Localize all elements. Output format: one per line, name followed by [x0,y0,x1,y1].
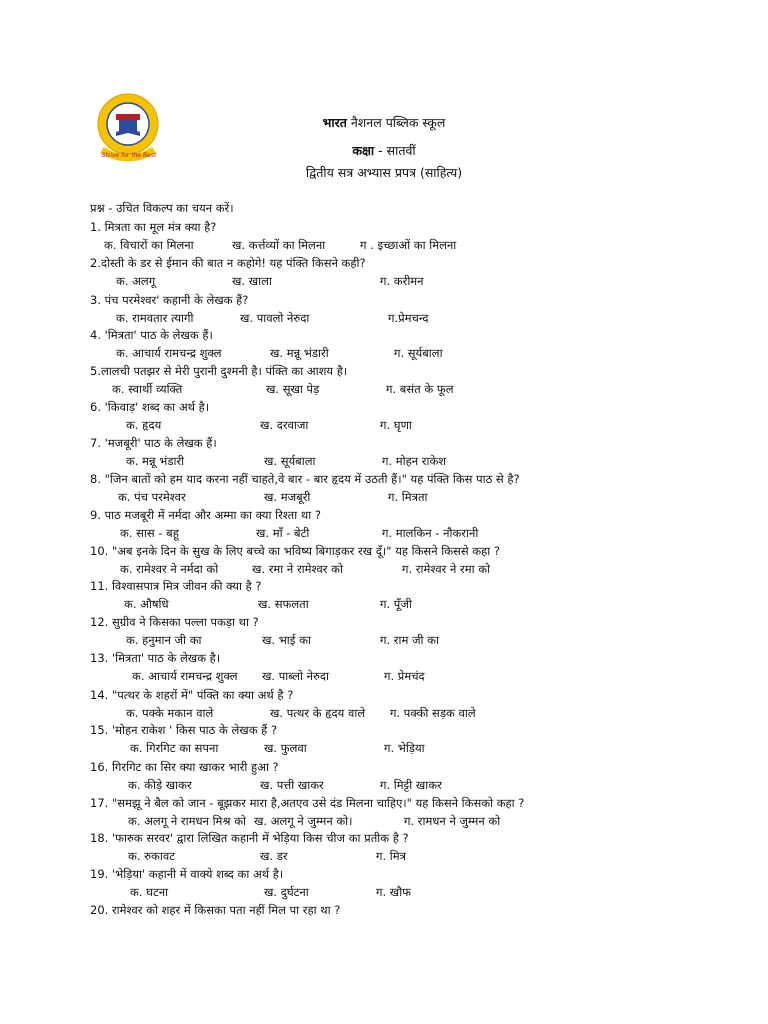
question-2: 2.दोस्ती के डर से ईमान की बात न कहोगे! यह पंक्ति किसने कही? [90,256,366,270]
question-14-option-a: क. पक्के मकान वाले [126,706,214,720]
question-17-option-b: ख. अलगू ने जुम्मन को। [254,814,353,828]
question-13: 13. 'मित्रता' पाठ के लेखक है। [90,651,221,665]
question-6-option-b: ख. दरवाजा [260,418,309,432]
question-12: 12. सुग्रीव ने किसका पल्ला पकड़ा था ? [90,615,259,629]
question-10-option-b: ख. रमा ने रामेश्वर को [252,562,343,576]
question-14-option-c: ग. पक्की सड़क वाले [390,706,476,720]
question-4-option-c: ग. सूर्यबाला [394,346,443,360]
question-17: 17. "समझू ने बैल को जान - बूझकर मारा है,अतएव उसे दंड मिलना चाहिए।" यह किसने किसको कहा ? [90,796,525,810]
question-7: 7. 'मजबूरी' पाठ के लेखक हैं। [90,436,217,450]
question-17-option-c: ग. रामधन ने जुम्मन को [404,814,501,828]
question-2-option-b: ख. खाला [232,274,272,288]
question-17-option-a: क. अलगू ने रामधन मिश्र को [128,814,247,828]
question-6-option-a: क. हृदय [126,418,162,432]
question-6-option-c: ग. घृणा [380,418,412,432]
question-3-option-c: ग.प्रेमचन्द [388,311,429,325]
question-19: 19. 'भेड़िया' कहानी में वाक्ये शब्द का अर्थ है। [90,867,284,881]
question-18: 18. 'फारुक सरवर' द्वारा लिखित कहानी में भेड़िया किस चीज का प्रतीक है ? [90,831,409,845]
question-5-option-a: क. स्वार्थी व्यक्ति [112,382,183,396]
question-5-option-c: ग. बसंत के फूल [386,382,454,396]
question-11-option-a: क. औषधि [124,597,169,611]
question-6: 6. 'किवाड़' शब्द का अर्थ है। [90,400,210,414]
question-3-option-a: क. रामवतार त्यागी [116,311,194,325]
question-4-option-a: क. आचार्य रामचन्द्र शुक्ल [116,346,222,360]
question-7-option-a: क. मन्नू भंडारी [126,454,185,468]
question-19-option-b: ख. दुर्घटना [264,885,309,899]
question-7-option-b: ख. सूर्यबाला [264,454,316,468]
question-2-option-c: ग. करीमन [380,274,424,288]
question-4-option-b: ख. मन्नू भंडारी [270,346,329,360]
question-11-option-b: ख. सफलता [258,597,309,611]
question-3-option-b: ख. पावलो नेरुदा [240,311,310,325]
question-15-option-c: ग. भेड़िया [384,741,425,755]
question-15-option-b: ख. फुलवा [264,741,307,755]
question-1-option-b: ख. कर्त्तव्यों का मिलना [232,238,326,252]
question-2-option-a: क. अलगू [116,274,156,288]
question-1-option-c: ग . इच्छाओं का मिलना [360,238,457,252]
question-9-option-b: ख. माँ - बेटी [256,526,310,540]
question-16-option-b: ख. पत्ती खाकर [260,778,324,792]
question-4: 4. 'मित्रता' पाठ के लेखक हैं। [90,328,213,342]
school-name: भारत नैशनल पब्लिक स्कूल [322,115,446,130]
question-13-option-a: क. आचार्य रामचन्द्र शुक्ल [132,669,238,683]
question-14-option-b: ख. पत्थर के हृदय वाले [270,706,366,720]
question-9-option-c: ग. मालकिन - नौकरानी [382,526,479,540]
question-12-option-a: क. हनुमान जी का [126,633,202,647]
question-8-option-a: क. पंच परमेश्वर [118,490,186,504]
question-16-option-a: क. कीड़े खाकर [128,778,192,792]
question-11: 11. विश्वासपात्र मित्र जीवन की क्या है ? [90,579,262,593]
question-3: 3. पंच परमेश्वर' कहानी के लेखक हैं? [90,293,249,307]
question-16: 16. गिरगिट का सिर क्या खाकर भारी हुआ ? [90,760,279,774]
question-1-option-a: क. विचारों का मिलना [104,238,194,252]
question-10-option-a: क. रामेश्वर ने नर्मदा को [120,562,219,576]
question-10: 10. "अब इनके दिन के सुख के लिए बच्चे का भविष्य बिगाड़कर रख दूँ।" यह किसने किससे कहा ? [90,544,500,558]
question-8: 8. "जिन बातों को हम याद करना नहीं चाहते,वे बार - बार हृदय में उठती हैं।" यह पंक्ति किस पाठ से है? [90,472,520,486]
question-8-option-c: ग. मित्रता [388,490,428,504]
question-12-option-c: ग. राम जी का [380,633,439,647]
instruction: प्रश्न - उचित विकल्प का चयन करें। [90,201,234,215]
question-20: 20. रामेश्वर को शहर में किसका पता नहीं मिल पा रहा था ? [90,903,341,917]
question-9: 9. पाठ मजबूरी में नर्मदा और अम्मा का क्या रिश्ता था ? [90,508,321,522]
question-14: 14. "पत्थर के शहरों में" पंक्ति का क्या अर्थ है ? [90,688,294,702]
question-18-option-b: ख. डर [260,849,288,863]
question-13-option-c: ग. प्रेमचंद [384,669,425,683]
question-19-option-c: ग. खौफ [376,885,412,899]
class-line: कक्षा - सातवीं [352,143,416,158]
question-7-option-c: ग. मोहन राकेश [382,454,447,468]
logo-motto: Strive for the Best [101,152,157,159]
question-15-option-a: क. गिरगिट का सपना [130,741,219,755]
question-16-option-c: ग. मिट्टी खाकर [380,778,442,792]
question-5-option-b: ख. सूखा पेड़ [266,382,320,396]
question-15: 15. 'मोहन राकेश ' किस पाठ के लेखक हैं ? [90,723,278,737]
question-10-option-c: ग. रामेश्वर ने रमा को [402,562,491,576]
question-19-option-a: क. घटना [130,885,169,899]
question-8-option-b: ख. मजबूरी [264,490,311,504]
question-18-option-c: ग. मित्र [376,849,406,863]
question-9-option-a: क. सास - बहू [120,526,179,540]
question-11-option-c: ग. पूँजी [380,597,412,611]
worksheet-title: द्वितीय सत्र अभ्यास प्रपत्र (साहित्य) [305,165,463,180]
question-12-option-b: ख. भाई का [262,633,311,647]
question-1: 1. मित्रता का मूल मंत्र क्या है? [90,220,217,234]
question-18-option-a: क. रुकावट [128,849,176,863]
question-5: 5.लालची पतझर से मेरी पुरानी दुश्मनी है। पंक्ति का आशय है। [90,364,348,378]
question-13-option-b: ख. पाब्लो नेरुदा [262,669,329,683]
